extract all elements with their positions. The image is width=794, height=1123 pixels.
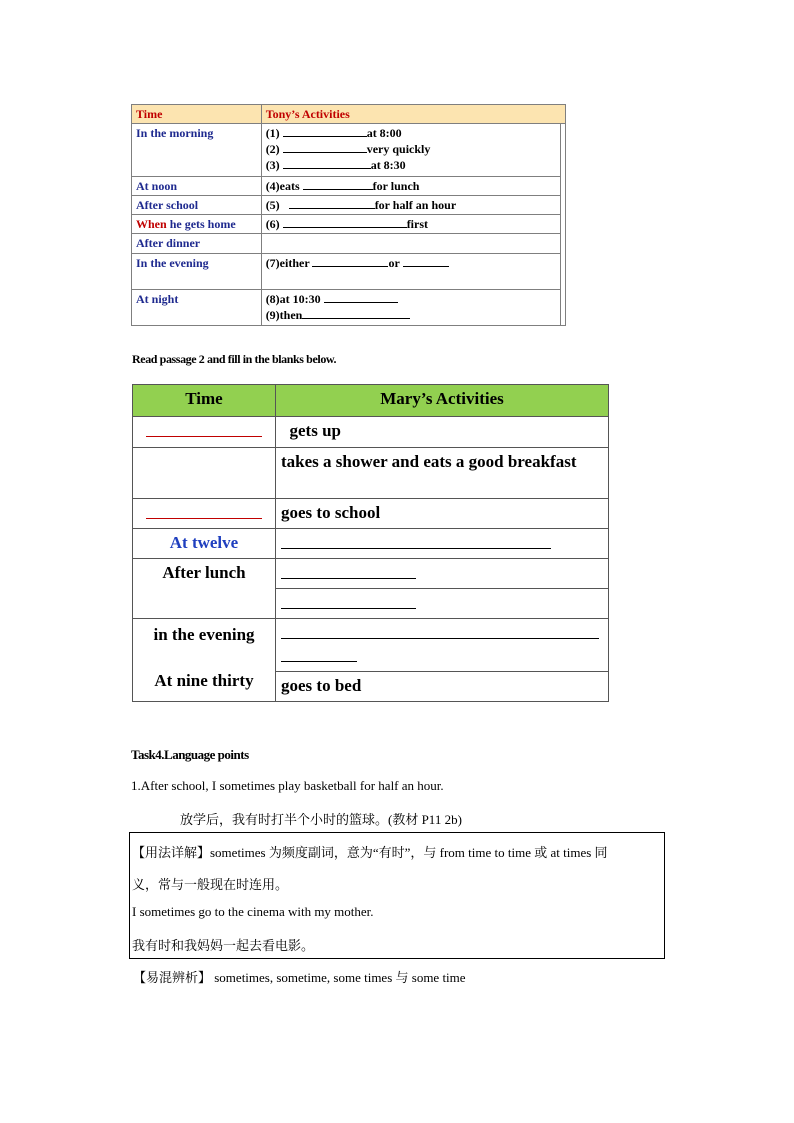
activity-cell: gets up: [276, 417, 609, 448]
time-cell: At night: [132, 290, 262, 326]
activity-cell: (1) at 8:00 (2) very quickly (3) at 8:30: [261, 124, 560, 177]
tony-activities-table: [131, 104, 566, 326]
usage-box: [129, 832, 665, 959]
blank-activity[interactable]: [276, 589, 609, 619]
time-cell: After school: [132, 196, 262, 215]
blank-activity[interactable]: [276, 619, 609, 672]
time-cell: in the evening At nine thirty: [133, 619, 276, 702]
activity-cell: takes a shower and eats a good breakfast: [276, 448, 609, 499]
time-cell: At noon: [132, 177, 262, 196]
usage-text: 义，常与一般现在时连用。: [132, 877, 289, 892]
activity-cell: (4)eats for lunch: [261, 177, 560, 196]
header-activities: Mary’s Activities: [276, 385, 609, 417]
time-cell: When he gets home: [132, 215, 262, 234]
time-cell: After dinner: [132, 234, 262, 254]
confusion-heading: 【易混辨析】 sometimes, sometime, some times 与 some time: [133, 970, 466, 985]
mary-activities-table: [132, 384, 609, 702]
blank-activity[interactable]: [276, 529, 609, 559]
time-cell: In the evening: [132, 254, 262, 290]
usage-text: 【用法详解】sometimes 为频度副词，意为“有时”，与 from time to time 或 at times 同: [132, 845, 608, 860]
example-zh: 我有时和我妈妈一起去看电影。: [132, 938, 315, 953]
activity-cell: (5) for half an hour: [261, 196, 560, 215]
blank-activity[interactable]: [276, 559, 609, 589]
time-cell: After lunch: [133, 559, 276, 619]
activity-cell: (7)either or: [261, 254, 560, 290]
instruction-caption: Read passage 2 and fill in the blanks below.: [132, 352, 337, 366]
header-time: Time: [133, 385, 276, 417]
time-cell: In the morning: [132, 124, 262, 177]
example-en: I sometimes go to the cinema with my mother.: [132, 904, 374, 919]
example-sentence: 1.After school, I sometimes play basketball for half an hour.: [131, 778, 444, 793]
blank-time[interactable]: [133, 499, 276, 529]
activity-cell: goes to bed: [276, 672, 609, 702]
activity-cell: (8)at 10:30 (9)then: [261, 290, 560, 326]
header-activities: Tony’s Activities: [261, 105, 565, 124]
section-title: Task4.Language points: [131, 747, 249, 762]
blank-time[interactable]: [133, 417, 276, 448]
activity-cell: goes to school: [276, 499, 609, 529]
translation: 放学后，我有时打半个小时的篮球。(教材 P11 2b): [180, 812, 462, 827]
time-cell: At twelve: [133, 529, 276, 559]
header-time: Time: [132, 105, 262, 124]
activity-cell: (6) first: [261, 215, 560, 234]
